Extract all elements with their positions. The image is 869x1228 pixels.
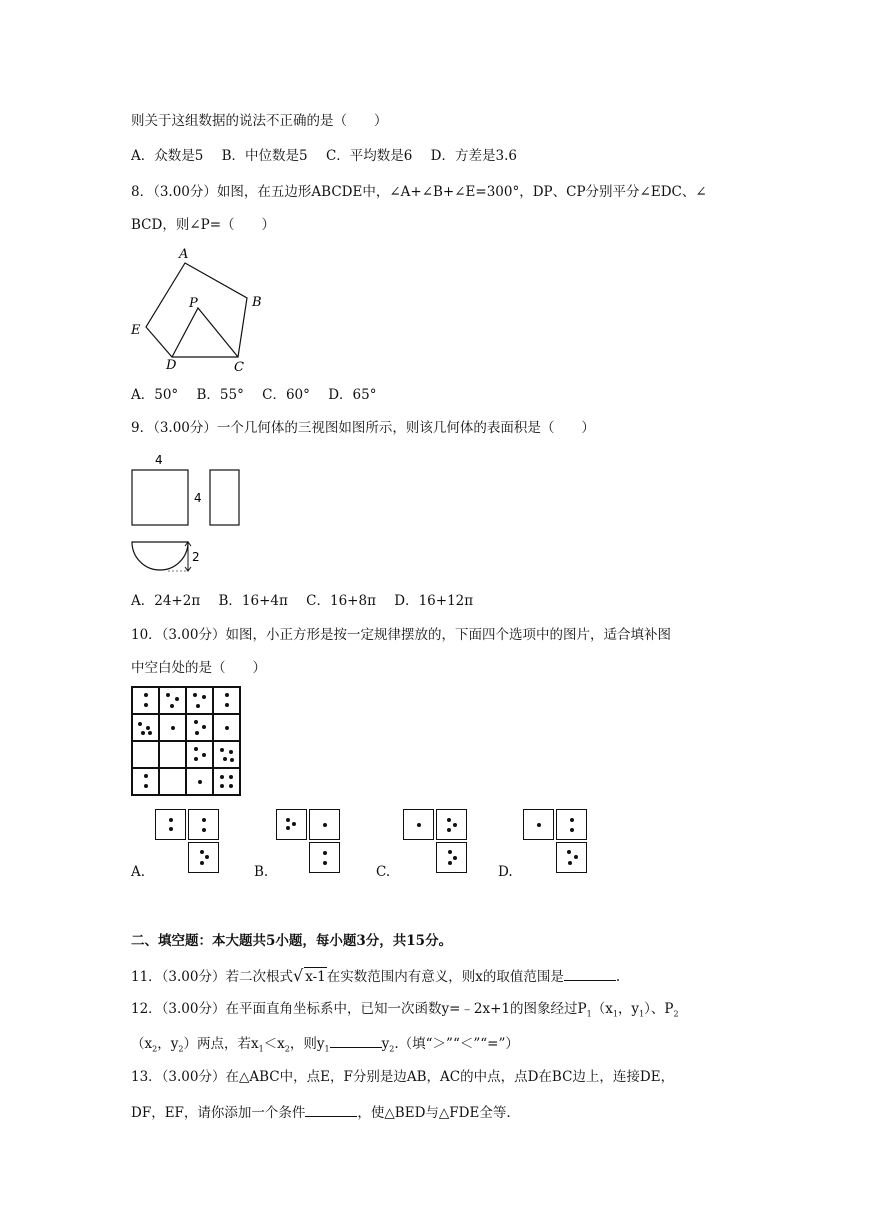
section-heading: 二、填空题：本大题共5小题，每小题3分，共15分。: [131, 933, 453, 949]
three-view-figure: [128, 450, 248, 580]
q12-text: y: [381, 1036, 390, 1052]
q11-answer-blank[interactable]: [564, 966, 616, 981]
q12-stem-line1: [131, 1000, 679, 1024]
q11-prefix: 11．（3.00分）若二次根式: [131, 969, 293, 985]
q12-text: ，y: [157, 1036, 179, 1052]
q11-radicand: x-1: [305, 969, 326, 985]
label-c: C: [234, 360, 244, 375]
grid-cell-empty: [132, 741, 159, 768]
grid-cell: [132, 714, 159, 741]
q12-sub: 2: [284, 1044, 290, 1054]
q8-options: [131, 386, 390, 404]
q9-option-d: D．16+12π: [394, 593, 474, 609]
q7-options: [131, 147, 531, 165]
q7-stem: 则关于这组数据的说法不正确的是（ ）: [131, 113, 388, 129]
q9-stem: 9．（3.00分）一个几何体的三视图如图所示，则该几何体的表面积是（ ）: [131, 420, 595, 436]
q12-text: ）、P: [644, 1001, 674, 1017]
q12-sub: 2: [673, 1009, 679, 1019]
q10-option-c-label: C.: [376, 864, 391, 880]
q11-end: .: [615, 969, 621, 985]
q8-option-c: C．60°: [262, 387, 310, 403]
q9-option-b: B．16+4π: [218, 593, 288, 609]
radical-sign: √: [293, 966, 304, 985]
q11-stem: [131, 966, 620, 986]
q7-option-b: B．中位数是5: [221, 148, 308, 164]
q12-sub: 2: [389, 1044, 395, 1054]
q13-answer-blank[interactable]: [305, 1102, 357, 1117]
grid-cell-empty: [159, 741, 186, 768]
dim-bottom: 2: [192, 550, 200, 564]
q10-option-a-label: A.: [131, 864, 146, 880]
q10-stem-line1: 10．（3.00分）如图，小正方形是按一定规律摆放的，下面四个选项中的图片，适合填补图: [131, 627, 671, 643]
q13-stem-line1: 13．（3.00分）在△ABC中，点E，F分别是边AB，AC的中点，点D在BC边上，连接DE，: [131, 1069, 675, 1085]
grid-cell: [132, 687, 159, 714]
q12-text: ，则y: [289, 1036, 325, 1052]
grid-cell: [213, 768, 240, 795]
q12-sub: 1: [586, 1009, 592, 1019]
q9-option-c: C．16+8π: [306, 593, 376, 609]
q12-text: .（填“＞”“＜”“=”）: [394, 1036, 519, 1052]
grid-cell: [132, 768, 159, 795]
q12-sub: 2: [178, 1044, 184, 1054]
q12-text: ）两点，若x: [183, 1036, 259, 1052]
q12-stem-line2: [131, 1033, 519, 1059]
q10-option-d-label: D.: [498, 864, 513, 880]
q13-stem-line2: [131, 1102, 511, 1122]
q12-sub: 1: [324, 1044, 330, 1054]
q12-text: 12．（3.00分）在平面直角坐标系中，已知一次函数y=﹣2x+1的图象经过P: [131, 1001, 587, 1017]
q12-sub: 2: [152, 1044, 158, 1054]
q13-text: ，使△BED与△FDE全等.: [357, 1105, 511, 1121]
grid-cell: [159, 714, 186, 741]
grid-cell: [213, 687, 240, 714]
grid-cell: [159, 687, 186, 714]
q8-stem-line2: BCD，则∠P=（ ）: [131, 217, 276, 233]
q13-text: DF，EF，请你添加一个条件: [131, 1105, 306, 1121]
q8-option-a: A．50°: [131, 387, 179, 403]
grid-cell-empty: [159, 768, 186, 795]
q11-suffix: 在实数范围内有意义，则x的取值范围是: [326, 969, 564, 985]
pentagon-figure: [128, 245, 278, 375]
label-d: D: [166, 358, 177, 373]
dim-top: 4: [155, 453, 163, 467]
q9-option-a: A．24+2π: [131, 593, 201, 609]
dim-side: 4: [194, 491, 202, 505]
q12-text: （x: [591, 1001, 613, 1017]
grid-cell: [186, 768, 213, 795]
q8-stem-line1: 8．（3.00分）如图，在五边形ABCDE中，∠A+∠B+∠E=300°，DP、CP分别平分∠EDC、∠: [131, 184, 707, 200]
grid-cell: [213, 714, 240, 741]
q10-option-b-label: B.: [254, 864, 269, 880]
grid-cell: [186, 741, 213, 768]
label-a: A: [179, 247, 189, 262]
q8-option-d: D．65°: [328, 387, 377, 403]
q12-answer-blank[interactable]: [330, 1033, 382, 1048]
q7-option-c: C．平均数是6: [325, 148, 413, 164]
grid-cell: [186, 714, 213, 741]
q9-options: [131, 592, 487, 610]
grid-cell: [186, 687, 213, 714]
label-e: E: [131, 323, 141, 338]
q7-option-a: A．众数是5: [131, 148, 204, 164]
q8-option-b: B．55°: [196, 387, 244, 403]
q12-sub: 1: [639, 1009, 645, 1019]
q7-option-d: D．方差是3.6: [430, 148, 517, 164]
q12-text: （x: [131, 1036, 153, 1052]
label-b: B: [252, 295, 262, 310]
q12-sub: 1: [612, 1009, 618, 1019]
q12-sub: 1: [258, 1044, 264, 1054]
label-p: P: [189, 296, 198, 311]
grid-cell: [213, 741, 240, 768]
q12-text: ，y: [617, 1001, 640, 1017]
pattern-grid: [131, 686, 241, 796]
q12-text: ＜x: [263, 1036, 285, 1052]
q10-stem-line2: 中空白处的是（ ）: [131, 660, 266, 676]
